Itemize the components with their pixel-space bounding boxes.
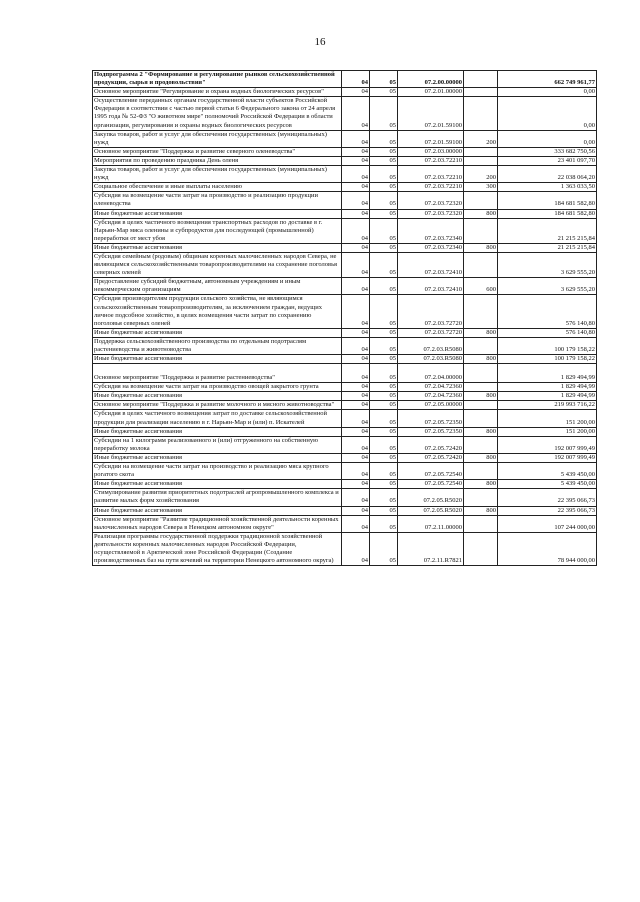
row-amount: 333 682 750,56 [498, 147, 597, 156]
row-subsection: 05 [370, 489, 398, 506]
row-amount: 0,00 [498, 97, 597, 130]
row-name: Осуществление переданных органам государственной власти субъектов Российской Федерации в соответствии с частью первой статьи 6 Федерального закона от 24 апреля 1995 года № 52-ФЗ "О животном мире" полномочий Российской Федерации в области организации, регулирования и охраны водных биологических ресурсов [93, 97, 342, 130]
row-target-article: 07.2.05.72350 [398, 410, 464, 427]
row-amount: 21 215 215,84 [498, 243, 597, 252]
row-name: Основное мероприятие "Поддержка и развитие растениеводства" [93, 364, 342, 383]
table-row [93, 192, 597, 209]
row-target-article: 07.2.01.59100 [398, 97, 464, 130]
row-subsection: 05 [370, 480, 398, 489]
row-section: 04 [342, 209, 370, 218]
row-expense-type [464, 401, 498, 410]
table-row [93, 453, 597, 462]
row-section: 04 [342, 192, 370, 209]
table-row [93, 506, 597, 515]
row-name: Мероприятия по проведению праздника День оленя [93, 156, 342, 165]
row-amount: 100 179 158,22 [498, 337, 597, 354]
row-section: 04 [342, 392, 370, 401]
row-section: 04 [342, 355, 370, 364]
row-amount: 21 215 215,84 [498, 218, 597, 243]
row-section: 04 [342, 147, 370, 156]
row-subsection: 05 [370, 515, 398, 532]
table-row [93, 463, 597, 480]
row-subsection: 05 [370, 392, 398, 401]
row-expense-type [464, 463, 498, 480]
row-expense-type [464, 295, 498, 328]
row-expense-type: 800 [464, 453, 498, 462]
row-name: Закупка товаров, работ и услуг для обеспечения государственных (муниципальных) нужд [93, 130, 342, 147]
row-target-article: 07.2.05.72540 [398, 480, 464, 489]
row-target-article: 07.2.03.72410 [398, 252, 464, 277]
row-name: Социальное обеспечение и иные выплаты населению [93, 183, 342, 192]
row-expense-type [464, 337, 498, 354]
row-amount: 1 363 033,50 [498, 183, 597, 192]
row-target-article: 07.2.03.72720 [398, 295, 464, 328]
row-section: 04 [342, 436, 370, 453]
row-name: Стимулирование развития приоритетных подотраслей агропромышленного комплекса и развитие малых форм хозяйствования [93, 489, 342, 506]
row-section: 04 [342, 295, 370, 328]
row-section: 04 [342, 480, 370, 489]
row-amount: 0,00 [498, 130, 597, 147]
row-amount: 23 401 097,70 [498, 156, 597, 165]
row-section: 04 [342, 71, 370, 88]
table-row [93, 515, 597, 532]
row-expense-type: 800 [464, 209, 498, 218]
table-row [93, 436, 597, 453]
row-amount: 192 007 999,49 [498, 436, 597, 453]
row-name: Иные бюджетные ассигнования [93, 243, 342, 252]
row-name: Основное мероприятие "Развитие традиционной хозяйственной деятельности коренных малочисленных народов Севера в Ненецком автономном округе" [93, 515, 342, 532]
table-row [93, 243, 597, 252]
row-target-article: 07.2.11.R7821 [398, 532, 464, 565]
row-target-article: 07.2.03.72210 [398, 156, 464, 165]
row-amount: 151 200,00 [498, 410, 597, 427]
row-section: 04 [342, 337, 370, 354]
table-row [93, 97, 597, 130]
row-subsection: 05 [370, 166, 398, 183]
row-target-article: 07.2.03.72340 [398, 243, 464, 252]
row-target-article: 07.2.05.72350 [398, 427, 464, 436]
table-row [93, 295, 597, 328]
row-expense-type [464, 71, 498, 88]
row-section: 04 [342, 166, 370, 183]
row-expense-type [464, 88, 498, 97]
row-expense-type [464, 364, 498, 383]
row-name: Субсидии на 1 килограмм реализованного и (или) отгруженного на собственную переработку молока [93, 436, 342, 453]
table-row [93, 183, 597, 192]
row-amount: 576 140,80 [498, 295, 597, 328]
row-section: 04 [342, 410, 370, 427]
row-section: 04 [342, 278, 370, 295]
table-row [93, 532, 597, 565]
row-expense-type [464, 489, 498, 506]
row-expense-type [464, 436, 498, 453]
row-subsection: 05 [370, 243, 398, 252]
row-target-article: 07.2.05.72420 [398, 436, 464, 453]
table-row [93, 209, 597, 218]
row-amount: 3 629 555,20 [498, 252, 597, 277]
row-amount: 184 681 582,80 [498, 209, 597, 218]
table-row [93, 166, 597, 183]
row-amount: 22 395 066,73 [498, 506, 597, 515]
table-row [93, 252, 597, 277]
row-section: 04 [342, 252, 370, 277]
row-section: 04 [342, 183, 370, 192]
row-subsection: 05 [370, 156, 398, 165]
row-name: Поддержка сельскохозяйственного производства по отдельным подотраслям растениеводства и животноводства [93, 337, 342, 354]
row-name: Реализация программы государственной поддержки традиционной хозяйственной деятельности коренных малочисленных народов Российской Федерации, осуществляемой в Арктической зоне Российской Федерации (Создание производственных баз на пути кочевий на территории Ненецкого автономного округа) [93, 532, 342, 565]
row-subsection: 05 [370, 453, 398, 462]
row-subsection: 05 [370, 209, 398, 218]
row-amount: 100 179 158,22 [498, 355, 597, 364]
table-row [93, 410, 597, 427]
row-target-article: 07.2.03.R5080 [398, 337, 464, 354]
row-amount: 576 140,80 [498, 328, 597, 337]
row-expense-type [464, 515, 498, 532]
table-row [93, 480, 597, 489]
row-subsection: 05 [370, 97, 398, 130]
row-name: Иные бюджетные ассигнования [93, 453, 342, 462]
row-target-article: 07.2.05.72420 [398, 453, 464, 462]
table-row [93, 71, 597, 88]
row-amount: 662 749 961,77 [498, 71, 597, 88]
row-expense-type: 300 [464, 183, 498, 192]
table-row [93, 401, 597, 410]
row-subsection: 05 [370, 218, 398, 243]
table-row [93, 328, 597, 337]
table-row [93, 147, 597, 156]
row-subsection: 05 [370, 183, 398, 192]
row-subsection: 05 [370, 71, 398, 88]
row-subsection: 05 [370, 532, 398, 565]
row-subsection: 05 [370, 383, 398, 392]
row-target-article: 07.2.05.R5020 [398, 489, 464, 506]
row-target-article: 07.2.05.R5020 [398, 506, 464, 515]
row-expense-type: 200 [464, 130, 498, 147]
row-subsection: 05 [370, 436, 398, 453]
row-expense-type [464, 252, 498, 277]
budget-table-container [92, 70, 597, 566]
row-section: 04 [342, 156, 370, 165]
row-section: 04 [342, 532, 370, 565]
row-name: Субсидия на возмещение части затрат на производство овощей закрытого грунта [93, 383, 342, 392]
row-name: Субсидия производителям продукции сельского хозяйства, не являющимся сельскохозяйственным товаропроизводителям, за исключением граждан, ведущих личное подсобное хозяйство, в целях возмещения части затрат по сохранению поголовья северных оленей [93, 295, 342, 328]
row-subsection: 05 [370, 401, 398, 410]
table-row [93, 427, 597, 436]
table-row [93, 383, 597, 392]
row-subsection: 05 [370, 427, 398, 436]
row-subsection: 05 [370, 328, 398, 337]
row-name: Иные бюджетные ассигнования [93, 392, 342, 401]
row-section: 04 [342, 427, 370, 436]
row-target-article: 07.2.01.00000 [398, 88, 464, 97]
row-target-article: 07.2.04.72360 [398, 383, 464, 392]
row-section: 04 [342, 463, 370, 480]
table-row [93, 392, 597, 401]
row-section: 04 [342, 88, 370, 97]
row-target-article: 07.2.05.72540 [398, 463, 464, 480]
row-subsection: 05 [370, 88, 398, 97]
row-name: Иные бюджетные ассигнования [93, 427, 342, 436]
row-name: Иные бюджетные ассигнования [93, 480, 342, 489]
row-section: 04 [342, 515, 370, 532]
row-target-article: 07.2.03.72410 [398, 278, 464, 295]
row-expense-type [464, 192, 498, 209]
row-subsection: 05 [370, 364, 398, 383]
row-expense-type: 800 [464, 427, 498, 436]
row-expense-type: 800 [464, 480, 498, 489]
row-section: 04 [342, 364, 370, 383]
row-expense-type: 800 [464, 243, 498, 252]
row-amount: 107 244 000,00 [498, 515, 597, 532]
row-expense-type: 200 [464, 166, 498, 183]
row-amount: 1 829 494,99 [498, 383, 597, 392]
table-row [93, 130, 597, 147]
budget-table [92, 70, 597, 566]
row-amount: 5 439 450,00 [498, 480, 597, 489]
row-expense-type [464, 532, 498, 565]
row-target-article: 07.2.03.00000 [398, 147, 464, 156]
row-target-article: 07.2.01.59100 [398, 130, 464, 147]
row-amount: 151 200,00 [498, 427, 597, 436]
row-name: Субсидия семейным (родовым) общинам коренных малочисленных народов Севера, не являющимся сельскохозяйственными товаропроизводителями на сохранение поголовья северных оленей [93, 252, 342, 277]
row-expense-type [464, 147, 498, 156]
row-name: Основное мероприятие "Регулирование и охрана водных биологических ресурсов" [93, 88, 342, 97]
row-section: 04 [342, 383, 370, 392]
row-amount: 184 681 582,80 [498, 192, 597, 209]
row-expense-type [464, 410, 498, 427]
row-expense-type [464, 383, 498, 392]
row-name: Предоставление субсидий бюджетным, автономным учреждениям и иным некоммерческим организациям [93, 278, 342, 295]
row-subsection: 05 [370, 410, 398, 427]
table-row [93, 278, 597, 295]
row-amount: 5 439 450,00 [498, 463, 597, 480]
table-row [93, 156, 597, 165]
row-amount: 3 629 555,20 [498, 278, 597, 295]
row-name: Иные бюджетные ассигнования [93, 209, 342, 218]
row-name: Субсидия на возмещение части затрат на производство и реализацию продукции оленеводства [93, 192, 342, 209]
row-target-article: 07.2.03.72210 [398, 183, 464, 192]
row-section: 04 [342, 506, 370, 515]
row-subsection: 05 [370, 147, 398, 156]
row-subsection: 05 [370, 337, 398, 354]
row-section: 04 [342, 401, 370, 410]
row-name: Закупка товаров, работ и услуг для обеспечения государственных (муниципальных) нужд [93, 166, 342, 183]
row-target-article: 07.2.04.72360 [398, 392, 464, 401]
row-expense-type [464, 218, 498, 243]
row-amount: 22 038 064,20 [498, 166, 597, 183]
row-target-article: 07.2.03.72320 [398, 209, 464, 218]
table-row [93, 218, 597, 243]
row-target-article: 07.2.04.00000 [398, 364, 464, 383]
table-row [93, 337, 597, 354]
row-amount: 1 829 494,99 [498, 392, 597, 401]
row-target-article: 07.2.00.00000 [398, 71, 464, 88]
row-section: 04 [342, 97, 370, 130]
row-subsection: 05 [370, 130, 398, 147]
row-amount: 192 007 999,49 [498, 453, 597, 462]
row-target-article: 07.2.11.00000 [398, 515, 464, 532]
row-section: 04 [342, 243, 370, 252]
row-section: 04 [342, 218, 370, 243]
row-subsection: 05 [370, 295, 398, 328]
row-section: 04 [342, 328, 370, 337]
row-target-article: 07.2.03.72320 [398, 192, 464, 209]
row-expense-type: 600 [464, 278, 498, 295]
row-subsection: 05 [370, 355, 398, 364]
row-target-article: 07.2.03.R5080 [398, 355, 464, 364]
row-expense-type: 800 [464, 355, 498, 364]
row-amount: 22 395 066,73 [498, 489, 597, 506]
row-subsection: 05 [370, 278, 398, 295]
table-row [93, 489, 597, 506]
row-target-article: 07.2.03.72210 [398, 166, 464, 183]
row-target-article: 07.2.03.72340 [398, 218, 464, 243]
row-expense-type [464, 97, 498, 130]
row-expense-type: 800 [464, 506, 498, 515]
page-number: 16 [314, 36, 326, 48]
row-amount: 219 993 716,22 [498, 401, 597, 410]
row-amount: 0,00 [498, 88, 597, 97]
row-target-article: 07.2.05.00000 [398, 401, 464, 410]
row-name: Основное мероприятие "Поддержка и развитие молочного и мясного животноводства" [93, 401, 342, 410]
row-subsection: 05 [370, 506, 398, 515]
row-section: 04 [342, 489, 370, 506]
row-name: Иные бюджетные ассигнования [93, 506, 342, 515]
row-amount: 1 829 494,99 [498, 364, 597, 383]
table-row [93, 355, 597, 364]
row-target-article: 07.2.03.72720 [398, 328, 464, 337]
row-section: 04 [342, 130, 370, 147]
row-name: Иные бюджетные ассигнования [93, 355, 342, 364]
row-name: Подпрограмма 2 "Формирование и регулирование рынков сельскохозяйственной продукции, сырья и продовольствия" [93, 71, 342, 88]
row-subsection: 05 [370, 192, 398, 209]
row-name: Иные бюджетные ассигнования [93, 328, 342, 337]
budget-table-body [93, 71, 597, 566]
row-name: Субсидия в целях частичного возмещения затрат по доставке сельскохозяйственной продукции для реализации населению в г. Нарьян-Мар и (или) п. Искателей [93, 410, 342, 427]
table-row [93, 88, 597, 97]
row-amount: 78 944 000,00 [498, 532, 597, 565]
row-expense-type [464, 156, 498, 165]
row-name: Основное мероприятие "Поддержка и развитие северного оленеводства" [93, 147, 342, 156]
row-expense-type: 800 [464, 328, 498, 337]
row-expense-type: 800 [464, 392, 498, 401]
table-row [93, 364, 597, 383]
row-section: 04 [342, 453, 370, 462]
row-subsection: 05 [370, 252, 398, 277]
row-subsection: 05 [370, 463, 398, 480]
row-name: Субсидия в целях частичного возмещения транспортных расходов по доставке в г. Нарьян-Мар мяса оленины и субпродуктов для последующей (промышленной) переработки от мест убоя [93, 218, 342, 243]
row-name: Субсидии на возмещение части затрат на производство и реализацию мяса крупного рогатого скота [93, 463, 342, 480]
